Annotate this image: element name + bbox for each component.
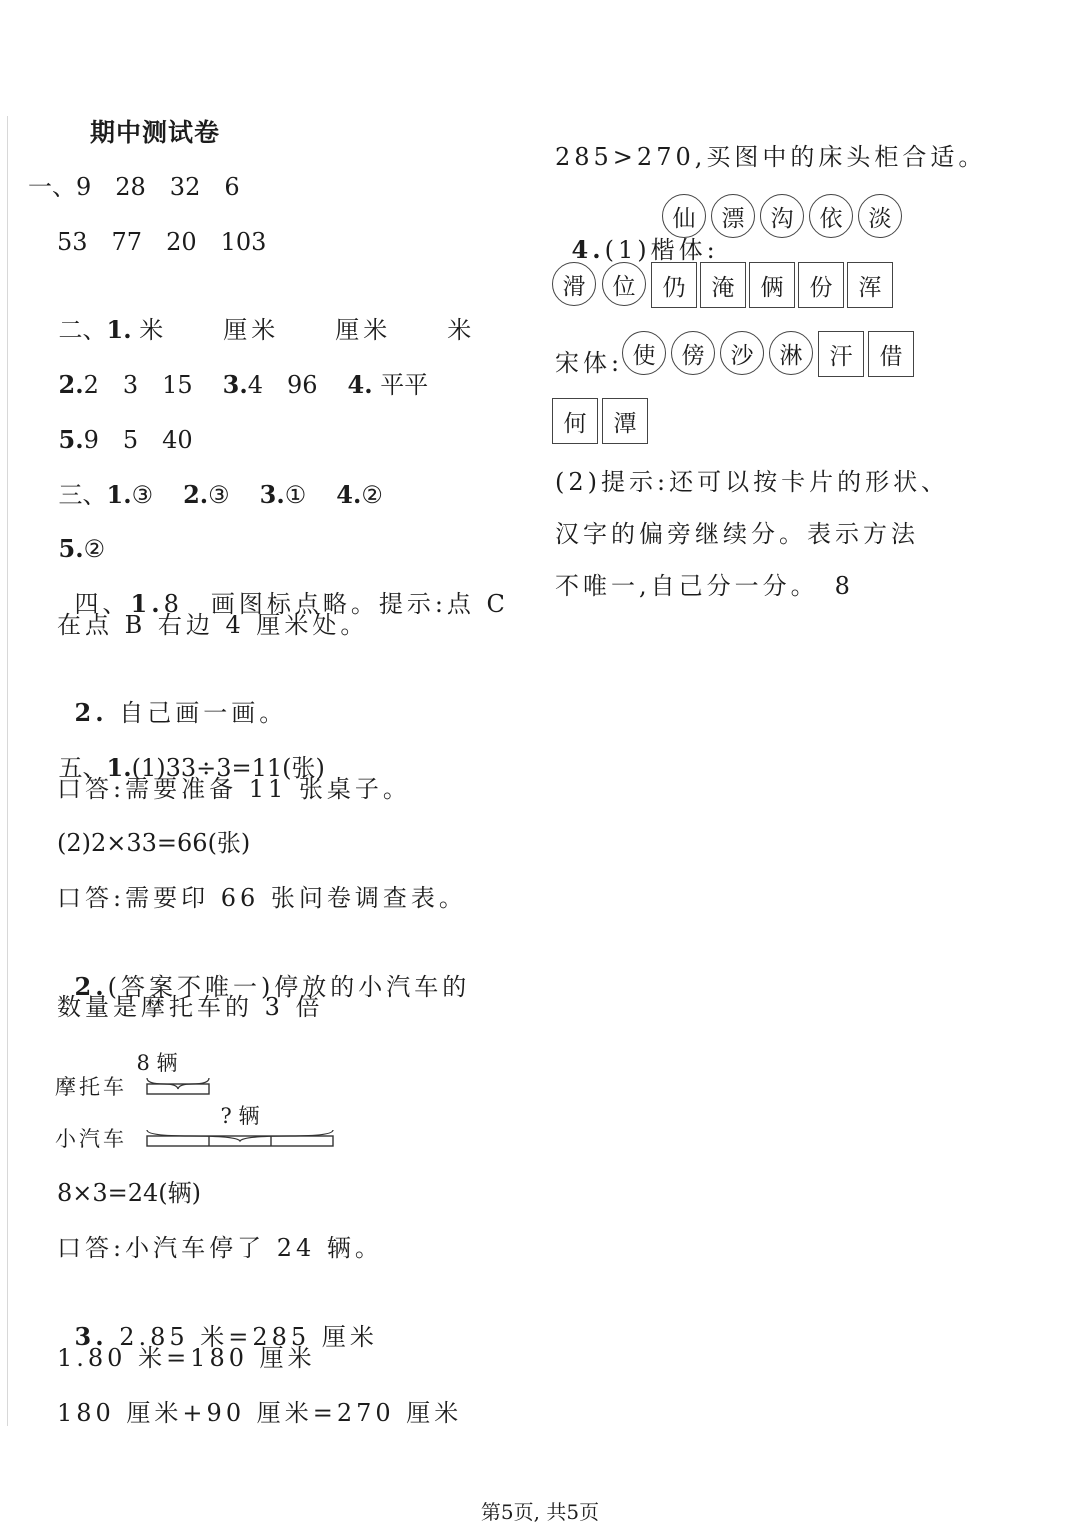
s4-q2-text: 自己画一画。 xyxy=(119,699,288,727)
box-row4 xyxy=(552,398,652,446)
s5-q1-num: 1. xyxy=(106,753,132,782)
diagram-row1-name: 摩托车 xyxy=(55,1075,127,1099)
diagram-bottom-label: ? 辆 xyxy=(220,1104,260,1128)
s2-label: 二、 xyxy=(58,316,107,344)
margin-line xyxy=(7,116,8,1426)
s2-q4-text: 平平 xyxy=(380,371,429,399)
s5-q1-ans1: 口答:需要准备 11 张桌子。 xyxy=(57,775,411,803)
s1-row2: 53 77 20 103 xyxy=(57,228,267,256)
kai-row1 xyxy=(662,194,907,242)
s3-q4-ans: ② xyxy=(361,481,383,509)
s4-q2-num: 2. xyxy=(74,698,108,727)
s4-q1-line2: 在点 B 右边 4 厘米处。 xyxy=(57,611,369,639)
s5-q1-ans2: 口答:需要印 66 张问卷调查表。 xyxy=(57,884,467,912)
s2-q4-num: 4. xyxy=(347,370,373,399)
s3-q5-num: 5. xyxy=(58,534,84,563)
s4-q1-num: 1. xyxy=(130,589,164,618)
diagram-row2-name: 小汽车 xyxy=(55,1127,127,1151)
hint-line2: 汉字的偏旁继续分。表示方法 xyxy=(555,520,919,548)
s2-q5-text: 9 5 40 xyxy=(83,426,193,454)
s3-q4-num: 4. xyxy=(336,480,362,509)
s2-q2-text: 2 3 15 xyxy=(83,371,193,399)
song-char-4: 淋 xyxy=(769,331,813,375)
s5-q2-text: (答案不唯一)停放的小汽车的 xyxy=(107,973,471,1001)
s4-label: 四、 xyxy=(74,590,131,618)
s3-q5-ans: ② xyxy=(83,535,106,563)
s2-q3-num: 3. xyxy=(222,370,248,399)
page-title: 期中测试卷 xyxy=(90,118,221,147)
hint-line3: 不唯一,自己分一分。 8 xyxy=(555,572,854,600)
q4-kai-label: (1)楷体: xyxy=(604,236,719,264)
kai-box-2: 淹 xyxy=(700,262,746,308)
box-char-1: 何 xyxy=(552,398,598,444)
s3-q1-ans: ③ xyxy=(131,481,154,509)
song-box-2: 借 xyxy=(868,331,914,377)
box-char-2: 潭 xyxy=(602,398,648,444)
s2-q1-text: 米 厘米 厘米 米 xyxy=(139,316,476,344)
s5-q2-num: 2. xyxy=(74,972,108,1001)
s3-label: 三、 xyxy=(58,481,107,509)
kai-char-6: 滑 xyxy=(552,262,596,306)
s4-q1-text: 8 画图标点略。提示:点 C xyxy=(163,590,509,618)
s2-q1-num: 1. xyxy=(106,315,132,344)
kai-box-1: 仍 xyxy=(651,262,697,308)
kai-row2 xyxy=(552,262,897,310)
s3-q1-num: 1. xyxy=(106,480,132,509)
s3-q3-ans: ① xyxy=(284,481,307,509)
s5-q1-line3: (2)2×33=66(张) xyxy=(57,829,251,857)
s3-q2-ans: ③ xyxy=(208,481,230,509)
kai-char-7: 位 xyxy=(602,262,646,306)
diagram-top-label: 8 辆 xyxy=(136,1051,178,1075)
song-char-1: 使 xyxy=(622,331,666,375)
q4-num: 4. xyxy=(571,235,605,264)
s2-q2-num: 2. xyxy=(58,370,84,399)
s5-q2-line2: 数量是摩托车的 3 倍 xyxy=(57,993,324,1021)
song-char-3: 沙 xyxy=(720,331,764,375)
song-char-2: 傍 xyxy=(671,331,715,375)
s2-q5-num: 5. xyxy=(58,425,84,454)
kai-char-2: 漂 xyxy=(711,194,755,238)
bar-diagram xyxy=(50,1040,350,1155)
s3-q2-num: 2. xyxy=(183,480,209,509)
kai-char-3: 沟 xyxy=(760,194,804,238)
s5-q2-calc: 8×3=24(辆) xyxy=(57,1179,202,1207)
s5-q1-text: (1)33÷3=11(张) xyxy=(131,754,325,782)
s5-q2-ans: 口答:小汽车停了 24 辆。 xyxy=(57,1234,383,1262)
s5-q3-num: 3. xyxy=(74,1322,108,1351)
s3-q3-num: 3. xyxy=(259,480,285,509)
song-box-1: 汗 xyxy=(818,331,864,377)
kai-box-5: 浑 xyxy=(847,262,893,308)
page-footer: 第5页, 共5页 xyxy=(480,1500,600,1524)
s5-q3-line1: 2.85 米=285 厘米 xyxy=(119,1323,378,1351)
s5-label: 五、 xyxy=(58,754,107,782)
kai-char-4: 依 xyxy=(809,194,853,238)
kai-char-5: 淡 xyxy=(858,194,902,238)
s1-row1: 一、9 28 32 6 xyxy=(28,173,240,201)
hint-line1: (2)提示:还可以按卡片的形状、 xyxy=(555,468,950,496)
right-line1: 285>270,买图中的床头柜合适。 xyxy=(555,143,987,171)
kai-box-3: 俩 xyxy=(749,262,795,308)
song-label: 宋体: xyxy=(555,349,624,377)
kai-char-1: 仙 xyxy=(662,194,706,238)
s5-q3-line3: 180 厘米+90 厘米=270 厘米 xyxy=(57,1399,463,1427)
s2-q3-text: 4 96 xyxy=(247,371,318,399)
s5-q3-line2: 1.80 米=180 厘米 xyxy=(57,1344,316,1372)
song-row xyxy=(622,331,917,379)
kai-box-4: 份 xyxy=(798,262,844,308)
